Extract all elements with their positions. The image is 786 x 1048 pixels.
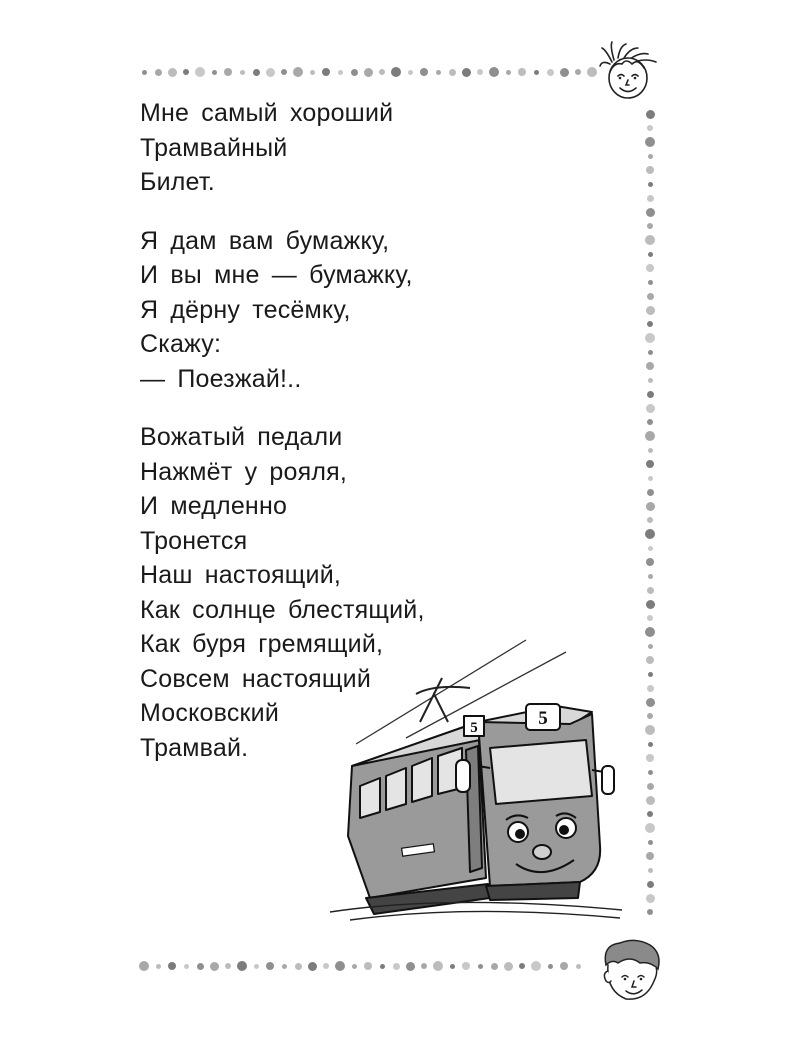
border-dot	[184, 964, 189, 969]
border-dot	[647, 713, 653, 719]
border-dot	[420, 68, 428, 76]
border-dot	[575, 69, 581, 75]
poem-line: Я дёрну тесёмку,	[140, 295, 351, 324]
border-dot	[338, 70, 343, 75]
border-dot	[406, 962, 415, 971]
poem-line: Как буря гремящий,	[140, 630, 384, 658]
border-dot	[293, 67, 303, 77]
border-dot	[648, 672, 653, 677]
border-dot	[648, 546, 653, 551]
border-dot	[648, 868, 653, 873]
border-dot	[648, 770, 653, 775]
border-dot	[364, 962, 372, 970]
tram-windshield	[490, 740, 592, 804]
border-dot	[210, 962, 219, 971]
border-dot	[647, 489, 654, 496]
pantograph	[416, 678, 470, 722]
poem-line: Билет.	[140, 168, 215, 196]
border-dot	[225, 963, 231, 969]
border-dot	[560, 68, 569, 77]
border-dot	[646, 656, 654, 664]
border-dot	[433, 961, 443, 971]
border-dot	[645, 725, 655, 735]
border-dot	[646, 264, 654, 272]
border-dot	[281, 69, 287, 75]
poem-line: Трамвайный	[140, 133, 288, 162]
border-dot	[646, 600, 655, 609]
border-dot	[489, 67, 499, 77]
border-dot	[436, 70, 441, 75]
border-dot	[645, 627, 655, 637]
poem-line: Мне самый хороший	[140, 99, 394, 127]
poem-line: Нажмёт у рояля,	[140, 457, 348, 486]
border-dot	[295, 963, 302, 970]
border-dot	[155, 69, 162, 76]
poem-line: И медленно	[140, 492, 288, 520]
border-dot	[408, 70, 413, 75]
border-dot	[647, 615, 653, 621]
border-dot	[548, 964, 553, 969]
poem-line: Трамвай.	[140, 733, 249, 762]
border-dot	[648, 448, 653, 453]
border-dot	[647, 321, 653, 327]
border-dot	[506, 70, 511, 75]
border-dot	[647, 223, 653, 229]
border-dot	[156, 964, 161, 969]
border-dot	[645, 823, 655, 833]
border-dot	[240, 70, 245, 75]
border-dot	[504, 962, 513, 971]
border-dot	[645, 431, 655, 441]
poem-line: И вы мне — бумажку,	[140, 261, 413, 289]
border-dot	[310, 70, 315, 75]
border-dot	[648, 742, 653, 747]
border-dot	[647, 419, 653, 425]
poem-line: Тронется	[140, 526, 248, 555]
tram-illustration	[330, 636, 630, 926]
border-dot	[449, 69, 456, 76]
poem-line: Как солнце блестящий,	[140, 595, 425, 624]
poem-line: Наш настоящий,	[140, 561, 342, 589]
border-dot	[647, 783, 654, 790]
border-dot	[183, 69, 189, 75]
border-dot	[491, 963, 498, 970]
boy-face-icon	[596, 935, 668, 1011]
border-dot	[379, 69, 385, 75]
poem-line: Вожатый педали	[140, 423, 343, 451]
border-dot	[393, 963, 400, 970]
poem-line: Скажу:	[140, 330, 222, 358]
border-dot	[646, 166, 654, 174]
border-dot	[647, 391, 654, 398]
border-dot	[645, 235, 655, 245]
border-dot	[647, 811, 653, 817]
poem-stanza	[140, 224, 480, 397]
border-dot	[648, 574, 653, 579]
border-dot	[478, 964, 483, 969]
border-dot	[648, 476, 653, 481]
border-dot	[253, 69, 260, 76]
border-dot	[308, 962, 317, 971]
border-dot	[534, 70, 539, 75]
border-dot	[560, 962, 568, 970]
border-dot	[195, 67, 205, 77]
border-dot	[645, 529, 655, 539]
border-dot	[647, 881, 654, 888]
border-dot	[421, 963, 427, 969]
border-dot	[648, 378, 653, 383]
border-dot	[391, 67, 401, 77]
border-dot	[648, 182, 653, 187]
border-dot	[168, 962, 176, 970]
border-dot	[648, 644, 653, 649]
border-dot	[648, 280, 653, 285]
border-dot	[519, 963, 525, 969]
border-dot	[587, 67, 597, 77]
border-dot	[352, 964, 357, 969]
border-dot	[531, 961, 541, 971]
border-dot	[646, 110, 655, 119]
border-dot	[477, 69, 483, 75]
poem-line: Московский	[140, 699, 279, 727]
border-dot	[648, 350, 653, 355]
border-dot	[647, 125, 653, 131]
border-dot	[645, 333, 655, 343]
border-dot	[254, 964, 259, 969]
route-number-front: 5	[538, 708, 548, 729]
border-dot	[335, 961, 345, 971]
border-dot	[168, 68, 177, 77]
border-dot	[646, 404, 655, 413]
border-dot	[646, 852, 654, 860]
border-dot	[646, 460, 654, 468]
route-number-side: 5	[470, 720, 478, 736]
border-dot	[518, 68, 526, 76]
border-dot	[237, 961, 247, 971]
border-dot	[142, 70, 147, 75]
border-dot	[323, 963, 329, 969]
border-dot	[139, 961, 149, 971]
border-dot	[322, 68, 330, 76]
border-dot	[224, 68, 232, 76]
border-dot	[380, 964, 385, 969]
border-dot	[646, 796, 655, 805]
border-dot	[266, 962, 274, 970]
border-dot	[351, 69, 358, 76]
border-dot	[462, 962, 470, 970]
border-dot	[450, 964, 455, 969]
border-dot	[266, 68, 275, 77]
border-dot	[576, 964, 581, 969]
border-dot	[647, 587, 654, 594]
border-dot	[212, 70, 217, 75]
border-dot	[364, 68, 373, 77]
border-dot	[646, 894, 655, 903]
poem-line: Я дам вам бумажку,	[140, 226, 390, 255]
girl-face-icon	[598, 40, 664, 110]
poem-line: — Поезжай!..	[140, 364, 302, 393]
border-dot	[648, 154, 653, 159]
border-dot	[645, 137, 655, 147]
border-dot	[647, 517, 653, 523]
border-dot	[646, 362, 654, 370]
border-dot	[646, 698, 655, 707]
border-dot	[646, 306, 655, 315]
border-dot	[647, 685, 654, 692]
border-dot	[462, 68, 471, 77]
border-dot	[647, 195, 654, 202]
border-dot	[647, 909, 653, 915]
poem-line: Совсем настоящий	[140, 664, 372, 693]
border-dot	[646, 558, 654, 566]
border-dot	[648, 252, 653, 257]
poem-stanza	[140, 96, 480, 200]
border-dot	[648, 840, 653, 845]
border-dot	[547, 69, 554, 76]
border-dot	[646, 502, 655, 511]
border-dot	[646, 754, 654, 762]
border-dot	[647, 293, 654, 300]
border-dot	[282, 964, 287, 969]
border-dot	[646, 208, 655, 217]
border-dot	[197, 963, 204, 970]
